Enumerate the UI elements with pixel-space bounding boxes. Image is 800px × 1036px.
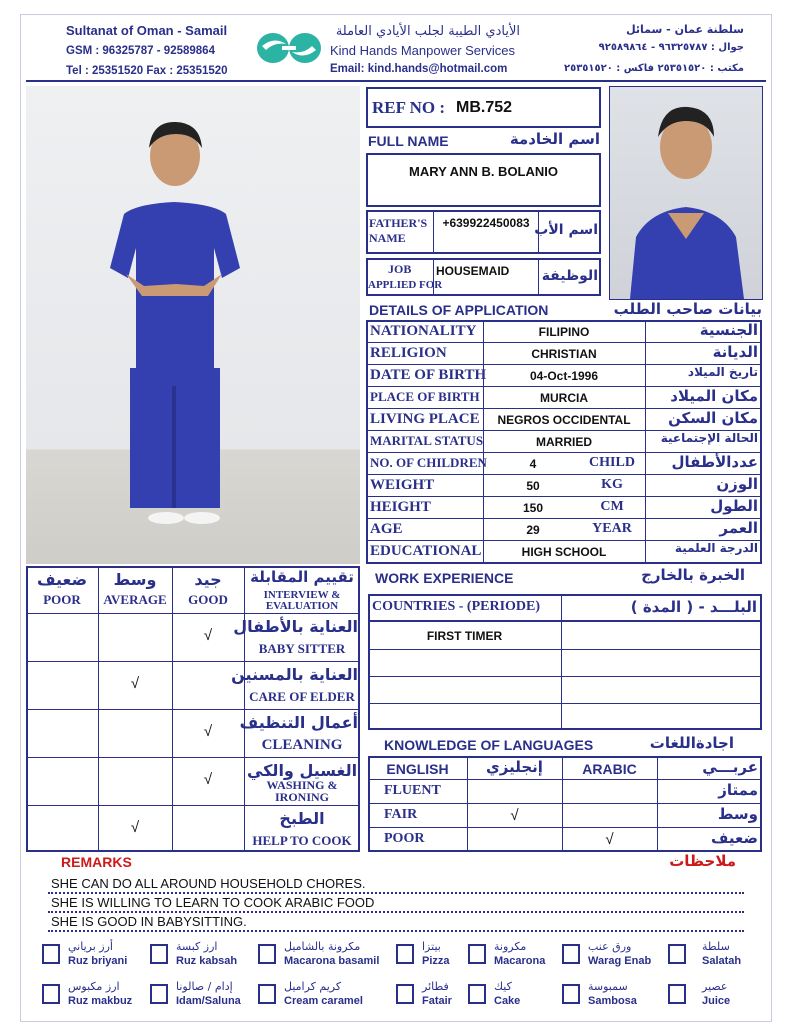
food-name-en: Fatair — [422, 995, 452, 1007]
details-unit: CHILD — [589, 455, 635, 470]
company-logo — [256, 31, 322, 65]
work-title: WORK EXPERIENCE — [375, 570, 514, 586]
details-col2 — [645, 320, 646, 564]
details-label-ar: تاريخ الميلاد — [687, 365, 758, 379]
work-entry: FIRST TIMER — [426, 629, 503, 643]
details-label: RELIGION — [370, 345, 447, 361]
food-checkbox[interactable] — [396, 944, 414, 964]
header-email: Email: kind.hands@hotmail.com — [330, 63, 508, 75]
eval-row-line — [26, 757, 360, 758]
details-label-ar: عددالأطفال — [671, 453, 758, 471]
food-name-en: Juice — [702, 995, 731, 1007]
eval-check-good: √ — [203, 723, 213, 740]
lang-level-ar: ممتاز — [718, 781, 758, 799]
job-value: HOUSEMAID — [436, 264, 510, 278]
food-name-en: Salatah — [702, 955, 742, 967]
father-label-l2: NAME — [369, 231, 406, 245]
details-label: DATE OF BIRTH — [370, 367, 487, 383]
work-col-header-ar: البلـــد - ( المدة ) — [630, 598, 757, 616]
father-label-ar: اسم الأب — [534, 222, 598, 238]
food-name-en: Cake — [494, 995, 521, 1007]
eval-row-line — [26, 661, 360, 662]
details-label: AGE — [370, 521, 403, 537]
work-col-header: COUNTRIES - (PERIODE) — [372, 599, 541, 614]
details-label-ar: الوزن — [716, 475, 758, 493]
lang-check-english: √ — [510, 807, 519, 824]
eval-skill-ar: الغسيل والكي — [246, 761, 358, 780]
details-title: DETAILS OF APPLICATION — [369, 302, 549, 318]
lang-level: FLUENT — [384, 783, 441, 798]
header-left-title: Sultanat of Oman - Samail — [66, 23, 228, 38]
food-checkbox[interactable] — [42, 944, 60, 964]
eval-good-ar: جيد — [194, 570, 222, 589]
ref-value: MB.752 — [456, 99, 513, 116]
eval-check-good: √ — [203, 771, 213, 788]
eval-title-en-l1: INTERVIEW & — [263, 589, 341, 601]
food-name-en: Ruz briyani — [68, 955, 128, 967]
job-label-ar: الوظيفة — [541, 268, 598, 284]
details-label: LIVING PLACE — [370, 411, 480, 427]
food-name-ar: ورق عنب — [588, 940, 632, 953]
details-label: NO. OF CHILDREN — [370, 455, 487, 470]
full-name-value: MARY ANN B. BOLANIO — [408, 164, 559, 179]
lang-level: POOR — [384, 831, 425, 846]
food-checkbox[interactable] — [668, 984, 686, 1004]
food-checkbox[interactable] — [562, 944, 580, 964]
remarks-line: SHE CAN DO ALL AROUND HOUSEHOLD CHORES. — [51, 876, 366, 891]
details-value: MARRIED — [536, 435, 592, 449]
lang-arabic: ARABIC — [582, 761, 637, 777]
details-value: MURCIA — [540, 391, 588, 405]
details-unit: KG — [601, 477, 623, 492]
work-title-ar: الخبرة بالخارج — [641, 566, 745, 584]
remarks-label-ar: ملاحظات — [669, 852, 736, 870]
work-row-line — [368, 649, 762, 650]
food-checkbox[interactable] — [562, 984, 580, 1004]
lang-check-arabic: √ — [605, 831, 614, 848]
details-value: 04-Oct-1996 — [529, 369, 599, 383]
lang-row-line — [368, 827, 762, 828]
remarks-line: SHE IS WILLING TO LEARN TO COOK ARABIC FOOD — [51, 895, 375, 910]
job-div2 — [538, 258, 539, 296]
job-label-l1: JOB — [388, 262, 412, 276]
details-value: CHRISTIAN — [531, 347, 597, 361]
details-label-ar: الدرجة العلمية — [674, 541, 758, 555]
portrait-photo — [609, 86, 763, 300]
lang-header-line — [368, 779, 762, 780]
header-company-ar: الأيادي الطيبة لجلب الأيادي العاملة — [335, 24, 520, 39]
eval-average-en: AVERAGE — [103, 592, 167, 607]
eval-skill-ar: الطبخ — [279, 809, 325, 828]
eval-title-ar: تقييم المقابلة — [250, 568, 354, 586]
details-unit: CM — [600, 499, 624, 514]
eval-skill-en: HELP TO COOK — [252, 833, 352, 848]
full-name-box — [366, 153, 601, 207]
eval-skill-en-l2: IRONING — [274, 790, 329, 804]
food-name-ar: أرز برياني — [68, 940, 113, 953]
food-checkbox[interactable] — [668, 944, 686, 964]
food-checkbox[interactable] — [150, 984, 168, 1004]
details-label: HEIGHT — [370, 499, 431, 515]
food-checkbox[interactable] — [258, 984, 276, 1004]
details-value: 50 — [526, 479, 540, 493]
person-figure-icon — [26, 86, 360, 564]
eval-check-average: √ — [130, 819, 140, 836]
eval-skill-en: CLEANING — [261, 737, 343, 753]
lang-level: FAIR — [384, 807, 418, 822]
full-name-label: FULL NAME — [368, 133, 449, 149]
portrait-figure-icon — [610, 87, 762, 299]
lang-english: ENGLISH — [386, 761, 449, 777]
lang-arabic-ar: عربـــي — [702, 758, 758, 776]
food-name-en: Macarona basamil — [284, 955, 380, 967]
languages-title: KNOWLEDGE OF LANGUAGES — [384, 737, 594, 753]
food-checkbox[interactable] — [150, 944, 168, 964]
eval-title-en-l2: EVALUATION — [265, 600, 339, 612]
food-checkbox[interactable] — [42, 984, 60, 1004]
details-label: NATIONALITY — [370, 323, 477, 339]
father-label-l1: FATHER'S — [369, 216, 428, 230]
eval-skill-ar: العناية بالأطفال — [233, 617, 358, 636]
lang-level-ar: ضعيف — [711, 829, 758, 847]
details-label: WEIGHT — [370, 477, 435, 493]
food-checkbox[interactable] — [396, 984, 414, 1004]
food-name-ar: كريم كراميل — [284, 980, 342, 993]
details-label-ar: العمر — [719, 519, 758, 537]
remarks-line: SHE IS GOOD IN BABYSITTING. — [51, 914, 247, 929]
details-value: FILIPINO — [538, 325, 590, 339]
details-label-ar: مكان السكن — [668, 409, 758, 427]
details-unit: YEAR — [592, 521, 632, 536]
job-label-l2: APPLIED FOR — [368, 279, 443, 291]
remarks-underline — [48, 911, 744, 913]
details-label: MARITAL STATUS — [370, 433, 484, 448]
food-name-ar: بيتزا — [422, 940, 441, 953]
food-checkbox[interactable] — [468, 984, 486, 1004]
eval-row-line — [26, 805, 360, 806]
food-checkbox[interactable] — [258, 944, 276, 964]
food-name-en: Sambosa — [588, 995, 637, 1007]
food-name-en: Pizza — [422, 955, 450, 967]
remarks-label: REMARKS — [61, 854, 132, 870]
work-row-line — [368, 703, 762, 704]
food-name-ar: فطائر — [422, 980, 449, 993]
food-name-en: Ruz makbuz — [68, 995, 133, 1007]
full-name-label-ar: اسم الخادمة — [509, 130, 600, 148]
details-value: HIGH SCHOOL — [521, 545, 607, 559]
food-name-ar: ارز كبسة — [176, 940, 218, 953]
eval-skill-en: BABY SITTER — [258, 641, 346, 656]
eval-poor-en: POOR — [43, 592, 81, 607]
header — [0, 0, 800, 84]
eval-skill-en-l1: WASHING & — [266, 778, 338, 792]
eval-check-good: √ — [203, 627, 213, 644]
food-name-en: Ruz kabsah — [176, 955, 238, 967]
details-label: PLACE OF BIRTH — [370, 389, 480, 404]
eval-skill-ar: العناية بالمسنين — [231, 665, 358, 684]
food-checkbox[interactable] — [468, 944, 486, 964]
details-label-ar: مكان الميلاد — [670, 387, 758, 405]
food-name-en: Macarona — [494, 955, 546, 967]
header-tel: Tel : 25351520 Fax : 25351520 — [66, 65, 228, 77]
eval-skill-ar: أعمال التنظيف — [239, 713, 358, 732]
food-name-ar: إدام / صالونا — [176, 980, 233, 993]
details-label-ar: الديانة — [712, 343, 758, 361]
remarks-underline — [48, 930, 744, 932]
header-ar-title: سلطنة عمان - سمائل — [626, 23, 744, 36]
work-col-divider — [561, 594, 562, 730]
ref-label: REF NO : — [372, 98, 446, 117]
lang-level-ar: وسط — [717, 805, 758, 823]
lang-col3 — [657, 756, 658, 852]
food-name-ar: عصير — [702, 980, 728, 993]
header-divider — [26, 80, 766, 82]
details-value: NEGROS OCCIDENTAL — [497, 413, 631, 427]
food-name-ar: مكرونة — [494, 940, 527, 953]
food-name-en: Idam/Saluna — [176, 995, 241, 1007]
details-label-ar: الجنسية — [699, 321, 758, 339]
header-ar-gsm: جوال : ٩٦٣٢٥٧٨٧ - ٩٢٥٨٩٨٦٤ — [598, 42, 744, 53]
details-value: 29 — [526, 523, 540, 537]
food-name-ar: ارز مكبوس — [68, 980, 120, 993]
food-name-ar: سمبوسة — [588, 980, 628, 993]
header-company-en: Kind Hands Manpower Services — [330, 43, 515, 58]
details-label-ar: الحالة الإجتماعية — [660, 431, 758, 445]
eval-skill-en: CARE OF ELDER — [249, 689, 355, 704]
full-body-photo — [26, 86, 360, 564]
languages-title-ar: اجادةاللغات — [649, 734, 734, 752]
food-name-ar: كيك — [494, 980, 512, 993]
eval-poor-ar: ضعيف — [36, 570, 88, 589]
father-value: +639922450083 — [442, 216, 530, 230]
food-name-ar: سلطة — [702, 940, 730, 953]
remarks-underline — [48, 892, 744, 894]
details-value: 4 — [529, 457, 537, 471]
food-name-en: Warag Enab — [588, 955, 652, 967]
lang-english-ar: إنجليزي — [486, 758, 543, 776]
lang-row-line — [368, 803, 762, 804]
food-name-ar: مكرونة بالشاميل — [284, 940, 361, 953]
work-row-line — [368, 676, 762, 677]
eval-good-en: GOOD — [188, 592, 228, 607]
header-gsm: GSM : 96325787 - 92589864 — [66, 45, 215, 57]
eval-check-average: √ — [130, 675, 140, 692]
details-label-ar: الطول — [710, 497, 758, 515]
details-title-ar: بيانات صاحب الطلب — [613, 300, 762, 318]
header-ar-tel: مكتب : ٢٥٣٥١٥٢٠ فاكس : ٢٥٣٥١٥٢٠ — [564, 63, 744, 74]
work-header-line — [368, 620, 762, 622]
eval-header-line — [26, 613, 360, 614]
food-name-en: Cream caramel — [284, 995, 363, 1007]
details-value: 150 — [522, 501, 544, 515]
details-label: EDUCATIONAL — [370, 543, 482, 559]
eval-average-ar: وسط — [113, 570, 157, 589]
eval-row-line — [26, 709, 360, 710]
